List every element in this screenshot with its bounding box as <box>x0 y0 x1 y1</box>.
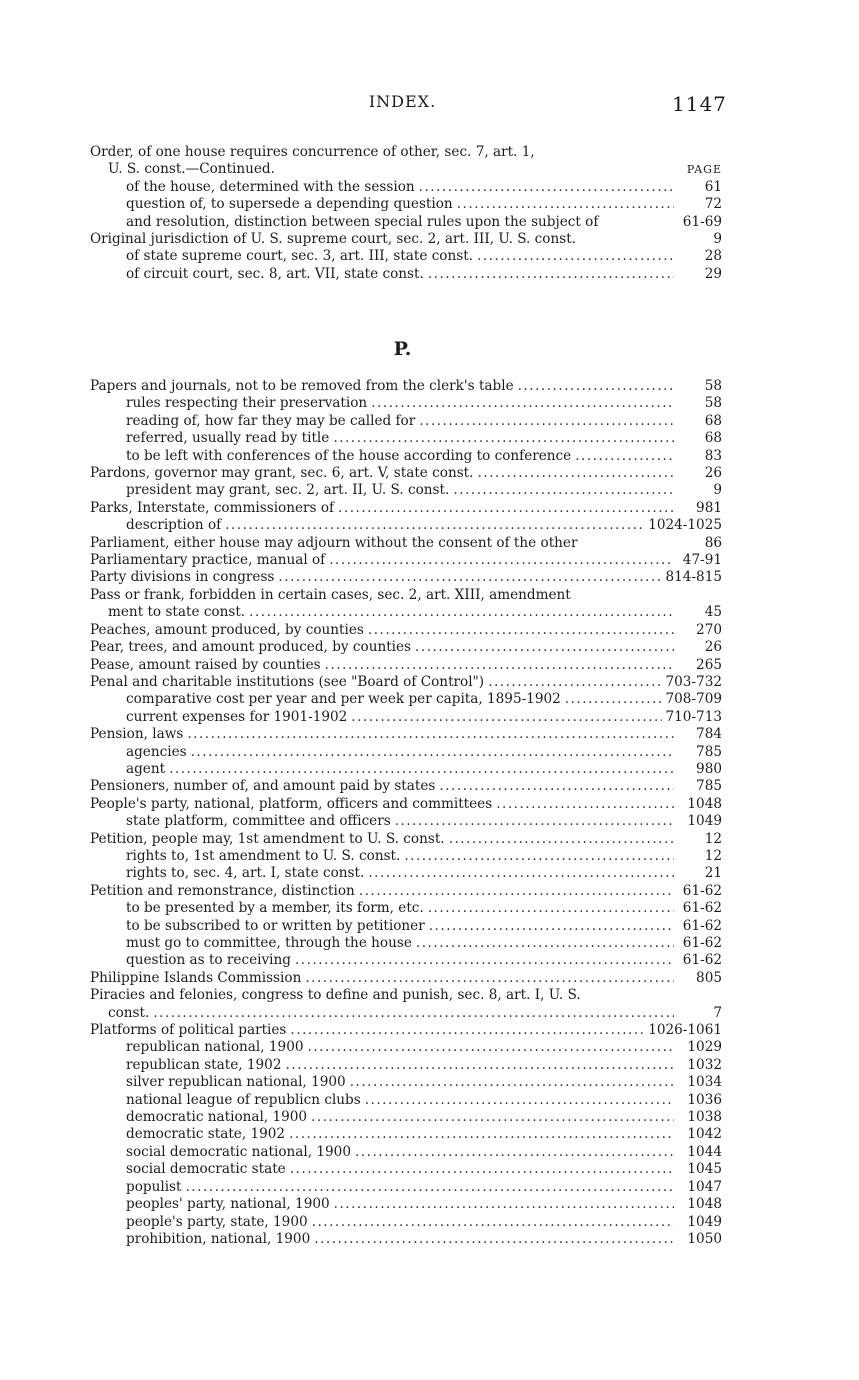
index-entry <box>90 639 722 656</box>
dot-leader <box>404 848 674 865</box>
index-entry <box>90 622 722 639</box>
index-entry <box>90 848 722 865</box>
dot-leader <box>153 1005 674 1022</box>
entry-text: agent <box>126 760 166 777</box>
index-entry <box>90 935 722 952</box>
entry-text: Peaches, amount produced, by counties <box>90 621 364 638</box>
index-entry <box>90 1092 722 1109</box>
entry-page: 68 <box>704 412 722 429</box>
dot-leader <box>419 179 674 196</box>
dot-leader <box>477 248 674 265</box>
index-entry <box>90 179 722 196</box>
index-entry <box>90 413 722 430</box>
entry-text: Pease, amount raised by counties <box>90 656 321 673</box>
running-title: INDEX. <box>368 92 437 111</box>
entry-page: 29 <box>704 265 722 282</box>
dot-leader <box>457 196 674 213</box>
entry-page: 61-62 <box>682 900 722 917</box>
entry-text: question of, to supersede a depending question <box>126 196 453 213</box>
index-entry <box>90 1126 722 1143</box>
dot-leader <box>350 1074 674 1091</box>
index-entry <box>90 1022 722 1039</box>
dot-leader <box>290 1161 674 1178</box>
dot-leader <box>359 883 674 900</box>
entry-page: 1048 <box>687 795 722 812</box>
entry-text: Philippine Islands Commission <box>90 969 302 986</box>
entry-text: ment to state const. <box>108 604 246 621</box>
dot-leader <box>518 378 674 395</box>
index-entry <box>90 778 722 795</box>
entry-text: U. S. const.—Continued. <box>108 161 275 178</box>
dot-leader <box>355 1144 674 1161</box>
dot-leader <box>351 709 661 726</box>
index-entry <box>90 1005 722 1022</box>
index-entry <box>90 448 722 465</box>
index-entry <box>90 587 722 604</box>
entry-page: 86 <box>704 534 722 551</box>
entry-text: to be left with conferences of the house according to conference <box>126 447 572 464</box>
entry-text: Papers and journals, not to be removed from the clerk's table <box>90 378 514 394</box>
entry-page: 58 <box>704 395 722 412</box>
entry-text: referred, usually read by title <box>126 430 330 447</box>
entry-page: 710-713 <box>665 708 722 725</box>
dot-leader <box>325 657 674 674</box>
entry-text: to be presented by a member, its form, etc. <box>126 900 424 917</box>
index-entry <box>90 900 722 917</box>
index-entry <box>90 709 722 726</box>
entry-text: must go to committee, through the house <box>126 935 412 951</box>
entry-page: 1049 <box>687 1213 722 1230</box>
entry-text: comparative cost per year and per week per capita, 1895-1902 <box>126 691 561 708</box>
entry-text: current expenses for 1901-1902 <box>126 708 348 725</box>
section-letter: P. <box>393 338 412 360</box>
dot-leader <box>185 1179 674 1196</box>
entry-text: republican national, 1900 <box>126 1039 304 1056</box>
entry-page: 28 <box>704 248 722 265</box>
index-entry <box>90 813 722 830</box>
entry-text: Petition and remonstrance, distinction <box>90 882 355 899</box>
dot-leader <box>449 831 674 848</box>
index-entry <box>90 214 722 231</box>
dot-leader <box>365 1092 674 1109</box>
entry-page: 805 <box>696 969 722 986</box>
dot-leader <box>371 395 674 412</box>
entry-text: people's party, state, 1900 <box>126 1213 308 1230</box>
dot-leader <box>428 900 674 917</box>
dot-leader <box>249 604 674 621</box>
entry-page: 1045 <box>687 1161 722 1178</box>
entry-page: 83 <box>704 447 722 464</box>
index-entry <box>90 196 722 213</box>
entry-page: 1029 <box>687 1039 722 1056</box>
entry-text: agencies <box>126 743 187 760</box>
entry-page: 12 <box>704 830 722 847</box>
entry-page: 265 <box>696 656 722 673</box>
dot-leader <box>225 517 644 534</box>
index-entry <box>90 796 722 813</box>
entry-text: reading of, how far they may be called for <box>126 412 416 429</box>
entry-text: Party divisions in congress <box>90 569 275 586</box>
entry-text: Pardons, governor may grant, sec. 6, art. V, state const. <box>90 465 474 482</box>
dot-leader <box>415 639 674 656</box>
index-entry <box>90 144 722 161</box>
entry-text: of the house, determined with the session <box>126 178 415 195</box>
entry-text: Parliamentary practice, manual of <box>90 552 326 569</box>
entry-page: 61-62 <box>682 917 722 934</box>
index-entry <box>90 604 722 621</box>
dot-leader <box>329 552 674 569</box>
entry-text: state platform, committee and officers <box>126 813 391 830</box>
entry-page: 61-62 <box>682 935 722 951</box>
index-entry <box>90 1231 722 1248</box>
index-entry <box>90 657 722 674</box>
entry-page: 1048 <box>687 1196 722 1213</box>
entry-text: democratic state, 1902 <box>126 1126 286 1143</box>
entry-page: 785 <box>696 778 722 795</box>
entry-text: Petition, people may, 1st amendment to U. S. const. <box>90 830 445 847</box>
entry-text: Platforms of political parties <box>90 1022 287 1039</box>
index-entry <box>90 395 722 412</box>
entry-text: Pensioners, number of, and amount paid by states <box>90 778 436 795</box>
index-entry <box>90 831 722 848</box>
dot-leader <box>295 952 674 969</box>
dot-leader <box>333 430 674 447</box>
dot-leader <box>419 413 674 430</box>
entry-text: Pass or frank, forbidden in certain cases, sec. 2, art. XIII, amendment <box>90 586 571 603</box>
dot-leader <box>565 691 662 708</box>
dot-leader <box>311 1109 674 1126</box>
continued-entries <box>90 144 722 283</box>
entry-page: 21 <box>704 865 722 882</box>
entry-text: to be subscribed to or written by petitioner <box>126 917 425 934</box>
index-entry <box>90 552 722 569</box>
entry-page: 61-62 <box>682 882 722 899</box>
index-entry <box>90 517 722 534</box>
index-entry <box>90 569 722 586</box>
index-entry <box>90 952 722 969</box>
index-entry <box>90 482 722 499</box>
dot-leader <box>312 1214 674 1231</box>
index-entry <box>90 691 722 708</box>
index-entry <box>90 1214 722 1231</box>
index-entry <box>90 248 722 265</box>
dot-leader <box>477 465 674 482</box>
index-entry <box>90 1161 722 1178</box>
index-entry <box>90 865 722 882</box>
entry-page: 1038 <box>687 1109 722 1126</box>
dot-leader <box>439 778 674 795</box>
entry-page: 61-69 <box>682 213 722 230</box>
dot-leader <box>368 865 674 882</box>
entry-page: 9 <box>713 482 722 499</box>
index-entry <box>90 987 722 1004</box>
entry-page: 61-62 <box>682 952 722 969</box>
entry-page: 1049 <box>687 813 722 830</box>
entry-page: 270 <box>696 621 722 638</box>
entry-text: president may grant, sec. 2, art. II, U. S. const. <box>126 482 450 499</box>
index-entry <box>90 500 722 517</box>
entry-text: republican state, 1902 <box>126 1056 282 1073</box>
dot-leader <box>305 970 674 987</box>
entry-text: peoples' party, national, 1900 <box>126 1196 330 1213</box>
dot-leader <box>187 726 674 743</box>
p-section-entries <box>90 378 722 1248</box>
entry-text: description of <box>126 517 222 534</box>
entry-text: Original jurisdiction of U. S. supreme court, sec. 2, art. III, U. S. const. <box>90 231 576 248</box>
index-entry <box>90 231 722 248</box>
entry-text: rules respecting their preservation <box>126 395 368 412</box>
index-entry <box>90 1179 722 1196</box>
index-entry <box>90 674 722 691</box>
dot-leader <box>314 1231 674 1248</box>
dot-leader <box>496 796 674 813</box>
index-entry <box>90 535 722 552</box>
dot-leader <box>453 482 674 499</box>
entry-page: 7 <box>713 1004 722 1021</box>
page-column-label: PAGE <box>686 163 722 176</box>
entry-text: Order, of one house requires concurrence of other, sec. 7, art. 1, <box>90 144 535 160</box>
dot-leader <box>368 622 674 639</box>
entry-text: national league of republicn clubs <box>126 1091 361 1108</box>
entry-text: of state supreme court, sec. 3, art. III, state const. <box>126 248 474 265</box>
index-entry <box>90 1074 722 1091</box>
entry-page: 1042 <box>687 1126 722 1143</box>
entry-page: 47-91 <box>682 552 722 569</box>
dot-leader <box>285 1057 674 1074</box>
entry-text: question as to receiving <box>126 952 291 969</box>
dot-leader <box>290 1022 644 1039</box>
index-entry <box>90 1196 722 1213</box>
dot-leader <box>429 918 674 935</box>
index-entry <box>90 465 722 482</box>
index-entry <box>90 883 722 900</box>
entry-page: 1044 <box>687 1143 722 1160</box>
index-entry <box>90 1109 722 1126</box>
entry-text: democratic national, 1900 <box>126 1109 308 1126</box>
dot-leader <box>488 674 661 691</box>
entry-page: 1036 <box>687 1091 722 1108</box>
entry-page: 1024-1025 <box>648 517 722 534</box>
page-number: 1147 <box>672 92 727 116</box>
entry-page: 26 <box>704 465 722 482</box>
index-entry <box>90 761 722 778</box>
dot-leader <box>191 744 674 761</box>
dot-leader <box>289 1126 674 1143</box>
entry-text: populist <box>126 1178 182 1195</box>
index-entry <box>90 970 722 987</box>
entry-text: Pear, trees, and amount produced, by counties <box>90 639 412 656</box>
index-entry <box>90 430 722 447</box>
dot-leader <box>308 1039 675 1056</box>
entry-text: Pension, laws <box>90 726 184 743</box>
entry-text: of circuit court, sec. 8, art. VII, state const. <box>126 265 424 282</box>
entry-page: 58 <box>704 378 722 394</box>
index-entry <box>90 378 722 395</box>
index-entry <box>90 1039 722 1056</box>
entry-text: social democratic national, 1900 <box>126 1143 351 1160</box>
entry-text: rights to, sec. 4, art. I, state const. <box>126 865 365 882</box>
index-entry <box>90 161 722 178</box>
index-entry <box>90 918 722 935</box>
entry-page: 703-732 <box>665 673 722 690</box>
dot-leader <box>428 266 674 283</box>
entry-page: 26 <box>704 639 722 656</box>
entry-page: 12 <box>704 847 722 864</box>
entry-text: social democratic state <box>126 1161 286 1178</box>
index-entry <box>90 1144 722 1161</box>
dot-leader <box>416 935 674 952</box>
entry-page: 708-709 <box>665 691 722 708</box>
entry-page: 1026-1061 <box>648 1022 722 1039</box>
index-entry <box>90 1057 722 1074</box>
dot-leader <box>395 813 674 830</box>
dot-leader <box>169 761 674 778</box>
entry-text: Piracies and felonies, congress to define and punish, sec. 8, art. I, U. S. <box>90 987 581 1004</box>
entry-page: 72 <box>704 196 722 213</box>
entry-page: 45 <box>704 604 722 621</box>
entry-text: silver republican national, 1900 <box>126 1074 346 1091</box>
dot-leader <box>338 500 674 517</box>
entry-text: Parks, Interstate, commissioners of <box>90 499 335 516</box>
entry-page: 61 <box>704 178 722 195</box>
entry-page: 9 <box>713 231 722 248</box>
entry-text: People's party, national, platform, officers and committees <box>90 795 493 812</box>
dot-leader <box>575 448 674 465</box>
entry-text: rights to, 1st amendment to U. S. const. <box>126 847 401 864</box>
dot-leader <box>278 569 661 586</box>
entry-page: 68 <box>704 430 722 447</box>
dot-leader <box>334 1196 674 1213</box>
entry-page: 1032 <box>687 1056 722 1073</box>
entry-page: 981 <box>696 499 722 516</box>
entry-page: 1034 <box>687 1074 722 1091</box>
entry-text: Parliament, either house may adjourn without the consent of the other <box>90 534 578 551</box>
index-entry <box>90 726 722 743</box>
entry-text: prohibition, national, 1900 <box>126 1230 311 1247</box>
index-entry <box>90 266 722 283</box>
entry-text: const. <box>108 1004 150 1021</box>
entry-page: 1047 <box>687 1178 722 1195</box>
entry-page: 814-815 <box>665 569 722 586</box>
entry-page: 784 <box>696 726 722 743</box>
entry-text: Penal and charitable institutions (see "Board of Control") <box>90 673 485 690</box>
entry-page: 785 <box>696 743 722 760</box>
entry-page: 980 <box>696 760 722 777</box>
entry-page: 1050 <box>687 1230 722 1247</box>
entry-text: and resolution, distinction between special rules upon the subject of <box>126 213 599 230</box>
index-entry <box>90 744 722 761</box>
